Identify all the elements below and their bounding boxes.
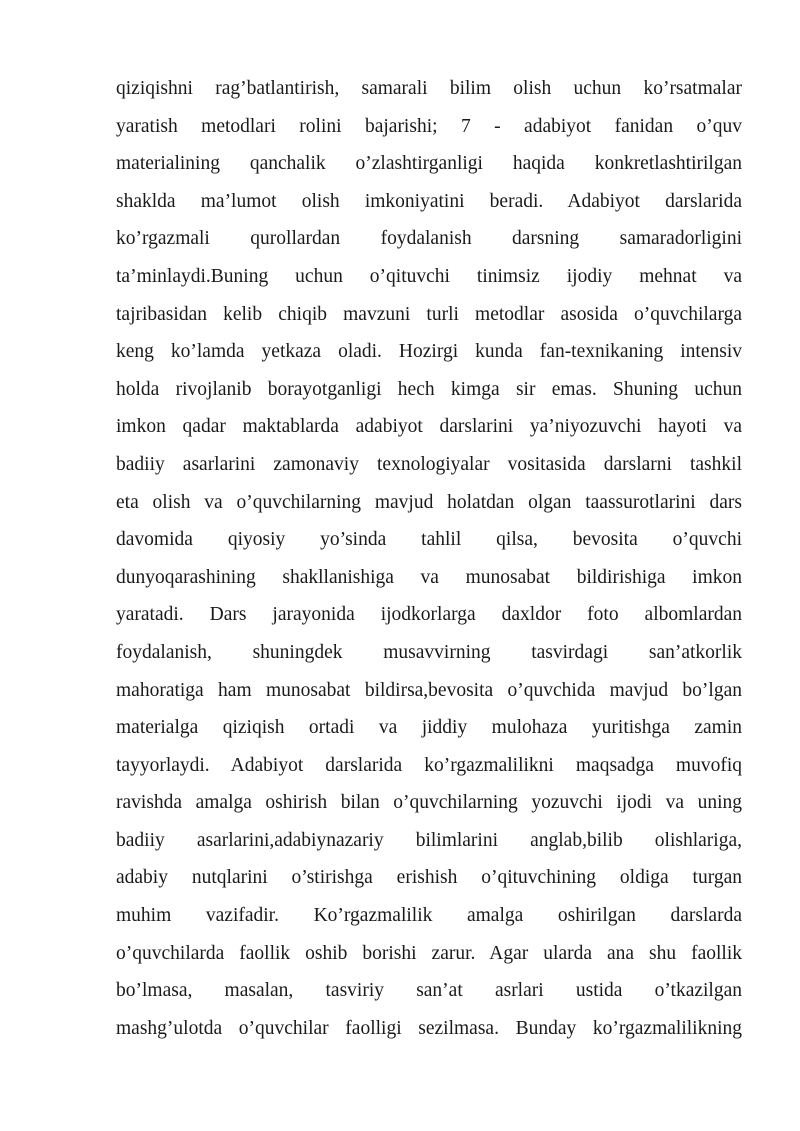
paragraph-line-7: tajribasidan kelib chiqib mavzuni turli metodlar asosida o’quvchilarga bbox=[116, 303, 742, 325]
paragraph-line-14: dunyoqarashining shakllanishiga va munosabat bildirishiga imkon bbox=[116, 566, 742, 588]
paragraph-line-5: ko’rgazmali qurollardan foydalanish darsning samaradorligini bbox=[116, 228, 742, 250]
paragraph-line-20: ravishda amalga oshirish bilan o’quvchilarning yozuvchi ijodi va uning bbox=[116, 792, 742, 814]
paragraph-line-26: mashg’ulotda o’quvchilar faolligi sezilmasa. Bunday ko’rgazmalilikning bbox=[116, 1017, 742, 1039]
paragraph-line-18: materialga qiziqish ortadi va jiddiy mulohaza yuritishga zamin bbox=[116, 717, 742, 739]
paragraph-line-25: bo’lmasa, masalan, tasviriy san’at asrlari ustida o’tkazilgan bbox=[116, 980, 742, 1002]
paragraph-line-19: tayyorlaydi. Adabiyot darslarida ko’rgazmalilikni maqsadga muvofiq bbox=[116, 754, 742, 776]
paragraph-line-16: foydalanish, shuningdek musavvirning tasvirdagi san’atkorlik bbox=[116, 641, 742, 663]
paragraph-line-1: qiziqishni rag’batlantirish, samarali bilim olish uchun ko’rsatmalar bbox=[116, 78, 742, 99]
paragraph-line-6: ta’minlaydi.Buning uchun o’qituvchi tinimsiz ijodiy mehnat va bbox=[116, 265, 742, 287]
paragraph-line-11: badiiy asarlarini zamonaviy texnologiyalar vositasida darslarni tashkil bbox=[116, 453, 742, 475]
paragraph-line-10: imkon qadar maktablarda adabiyot darslarini ya’niyozuvchi hayoti va bbox=[116, 416, 742, 438]
body-paragraph bbox=[116, 70, 742, 1047]
paragraph-line-2: yaratish metodlari rolini bajarishi; 7 - adabiyot fanidan o’quv bbox=[116, 115, 742, 137]
paragraph-line-8: keng ko’lamda yetkaza oladi. Hozirgi kunda fan-texnikaning intensiv bbox=[116, 341, 742, 363]
paragraph-line-4: shaklda ma’lumot olish imkoniyatini beradi. Adabiyot darslarida bbox=[116, 190, 742, 212]
paragraph-line-24: o’quvchilarda faollik oshib borishi zarur. Agar ularda ana shu faollik bbox=[116, 942, 742, 964]
paragraph-line-17: mahoratiga ham munosabat bildirsa,bevosita o’quvchida mavjud bo’lgan bbox=[116, 679, 742, 701]
paragraph-line-13: davomida qiyosiy yo’sinda tahlil qilsa, bevosita o’quvchi bbox=[116, 529, 742, 551]
paragraph-line-15: yaratadi. Dars jarayonida ijodkorlarga daxldor foto albomlardan bbox=[116, 604, 742, 626]
paragraph-line-23: muhim vazifadir. Ko’rgazmalilik amalga oshirilgan darslarda bbox=[116, 905, 742, 927]
paragraph-line-9: holda rivojlanib borayotganligi hech kimga sir emas. Shuning uchun bbox=[116, 378, 742, 400]
paragraph-line-21: badiiy asarlarini,adabiynazariy bilimlarini anglab,bilib olishlariga, bbox=[116, 829, 742, 851]
paragraph-line-3: materialining qanchalik o’zlashtirganligi haqida konkretlashtirilgan bbox=[116, 153, 742, 175]
paragraph-line-22: adabiy nutqlarini o’stirishga erishish o’qituvchining oldiga turgan bbox=[116, 867, 742, 889]
paragraph-line-12: eta olish va o’quvchilarning mavjud holatdan olgan taassurotlarini dars bbox=[116, 491, 742, 513]
